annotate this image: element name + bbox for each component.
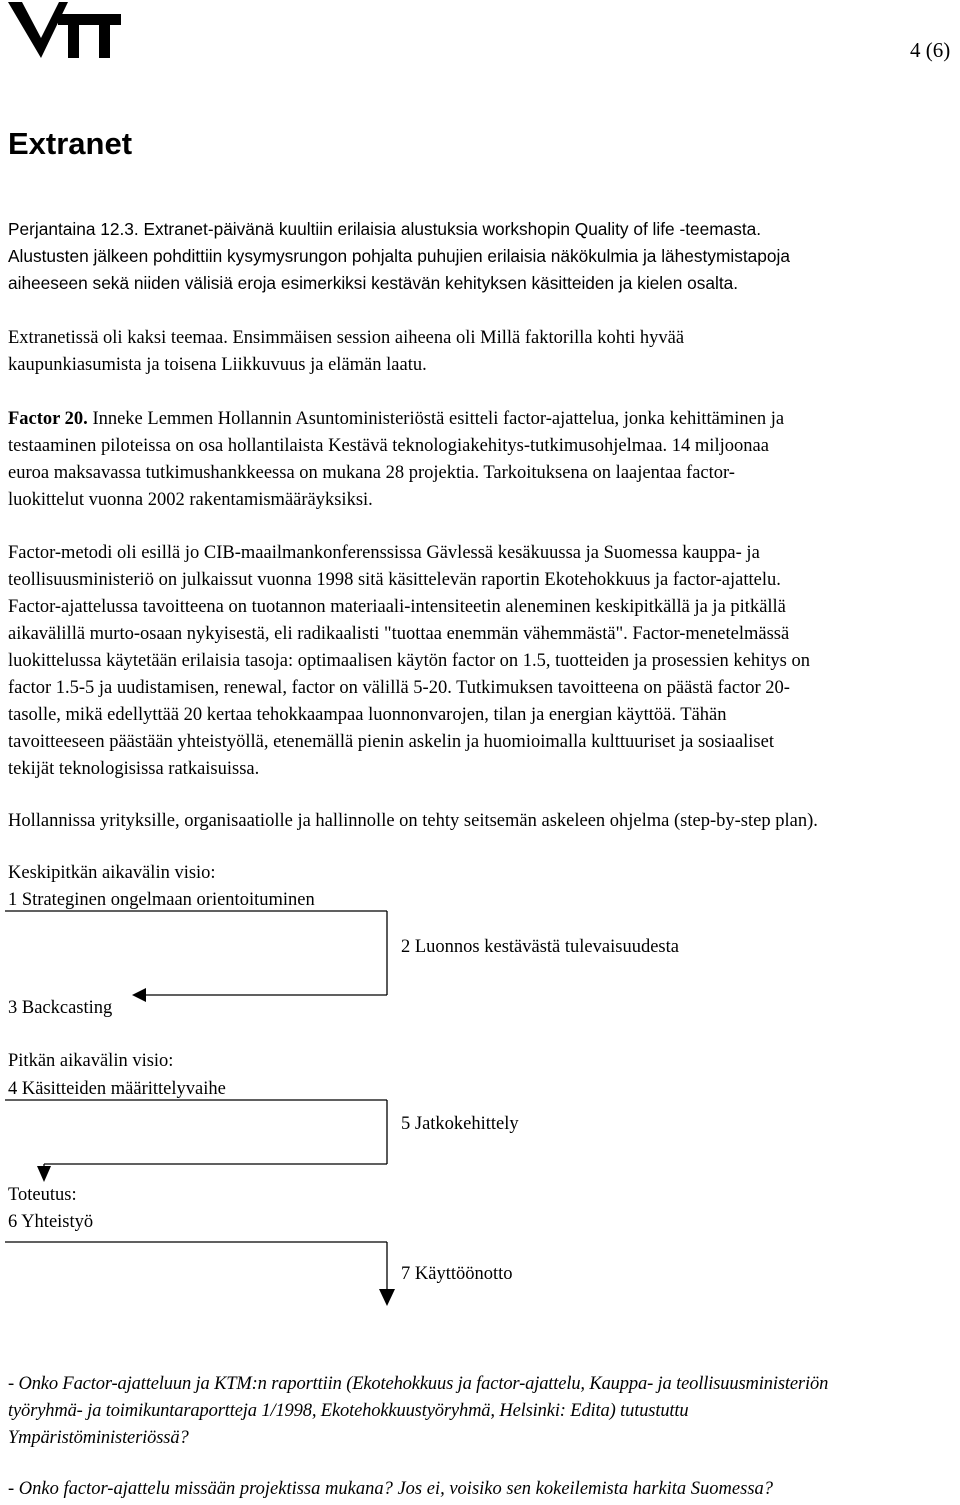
- method-line: tasolle, mikä edellyttää 20 kertaa tehokkaampaa luonnonvarojen, tilan ja energian käyttöä. Tähän: [8, 705, 727, 725]
- step-7: 7 Käyttöönotto: [401, 1264, 513, 1284]
- step-6: 6 Yhteistyö: [8, 1212, 94, 1232]
- method-line: Factor-metodi oli esillä jo CIB-maailmankonferenssissa Gävlessä kesäkuussa ja Suomessa kauppa- ja: [8, 543, 760, 563]
- page-number: 4 (6): [910, 38, 951, 62]
- question-1-line: Ympäristöministeriössä?: [8, 1428, 189, 1448]
- method-line: teollisuusministeriö on julkaissut vuonna 1998 sitä käsittelevän raportin Ekotehokkuus ja factor-ajattelu.: [8, 570, 781, 590]
- netherlands-line: Hollannissa yrityksille, organisaatiolle ja hallinnolle on tehty seitsemän askeleen ohjelma (step-by-step plan).: [8, 811, 818, 831]
- long-term-label: Pitkän aikavälin visio:: [8, 1051, 174, 1071]
- intro-line: aiheeseen sekä niiden välisiä eroja esimerkiksi kestävän kehityksen käsitteiden ja kielen osalta.: [8, 273, 739, 293]
- question-1: [8, 1371, 960, 1452]
- factor-line: luokittelut vuonna 2002 rakentamismääräyksiksi.: [8, 490, 373, 510]
- question-1-line: - Onko Factor-ajatteluun ja KTM:n raporttiin (Ekotehokkuus ja factor-ajattelu, Kauppa- ja teollisuusministeriön: [8, 1374, 829, 1394]
- factor-line: testaaminen piloteissa on osa hollantilaista Kestävä teknologiakehitys-tutkimusohjelmaa. 14 miljoonaa: [8, 436, 769, 456]
- arrowhead-to-step6: [37, 1166, 51, 1182]
- method-line: factor 1.5-5 ja uudistamisen, renewal, factor on välillä 5-20. Tutkimuksen tavoitteena on päästä factor 20-: [8, 678, 790, 698]
- question-2: [8, 1476, 960, 1503]
- intro-line: Perjantaina 12.3. Extranet-päivänä kuultiin erilaisia alustuksia workshopin Quality of life -teemasta.: [8, 219, 762, 239]
- page-title: Extranet: [8, 126, 133, 161]
- factor-first-line-text: Inneke Lemmen Hollannin Asuntoministeriöstä esitteli factor-ajattelua, jonka kehittäminen ja: [87, 409, 785, 429]
- arrowhead-to-step3: [132, 988, 146, 1002]
- step-4: 4 Käsitteiden määrittelyvaihe: [8, 1079, 226, 1099]
- method-line: luokittelussa käytetään erilaisia tasoja: optimaalisen käytön factor on 1.5, tuotteiden ja prosessien kehitys on: [8, 651, 810, 671]
- implementation-label: Toteutus:: [8, 1185, 77, 1205]
- step-1: 1 Strateginen ongelmaan orientoituminen: [8, 890, 315, 910]
- method-line: tavoitteeseen päästään yhteistyöllä, etenemällä pienin askelin ja huomioimalla kulttuuriset ja sosiaaliset: [8, 732, 774, 752]
- themes-line: kaupunkiasumista ja toisena Liikkuvuus ja elämän laatu.: [8, 355, 427, 375]
- step-5: 5 Jatkokehittely: [401, 1114, 519, 1134]
- method-line: aikavälillä murto-osaan nykyisestä, eli radikaalisti "tuottaa enemmän vähemmästä". Factor-menetelmässä: [8, 624, 790, 644]
- factor-line: euroa maksavassa tutkimushankkeessa on mukana 28 projektia. Tarkoituksena on laajentaa factor-: [8, 463, 735, 483]
- method-line: tekijät teknologisissa ratkaisuissa.: [8, 759, 260, 779]
- question-1-line: työryhmä- ja toimikuntaraportteja 1/1998, Ekotehokkuustyöryhmä, Helsinki: Edita) tutustuttu: [8, 1401, 689, 1421]
- step-3: 3 Backcasting: [8, 998, 113, 1018]
- intro-line: Alustusten jälkeen pohdittiin kysymysrungon pohjalta puhujien erilaisia näkökulmia ja lähestymistapoja: [8, 246, 790, 266]
- factor-heading: Factor 20.: [8, 409, 88, 429]
- medium-term-label: Keskipitkän aikavälin visio:: [8, 863, 216, 883]
- method-line: Factor-ajattelussa tavoitteena on tuotannon materiaali-intensiteetin aleneminen keskipitkällä ja ja pitkällä: [8, 597, 786, 617]
- arrowhead-to-step7: [379, 1289, 395, 1306]
- question-2-line: - Onko factor-ajattelu missään projektissa mukana? Jos ei, voisiko sen kokeilemista harkita Suomessa?: [8, 1479, 774, 1499]
- themes-line: Extranetissä oli kaksi teemaa. Ensimmäisen session aiheena oli Millä faktorilla kohti hyvää: [8, 328, 685, 348]
- step-2: 2 Luonnos kestävästä tulevaisuudesta: [401, 937, 679, 957]
